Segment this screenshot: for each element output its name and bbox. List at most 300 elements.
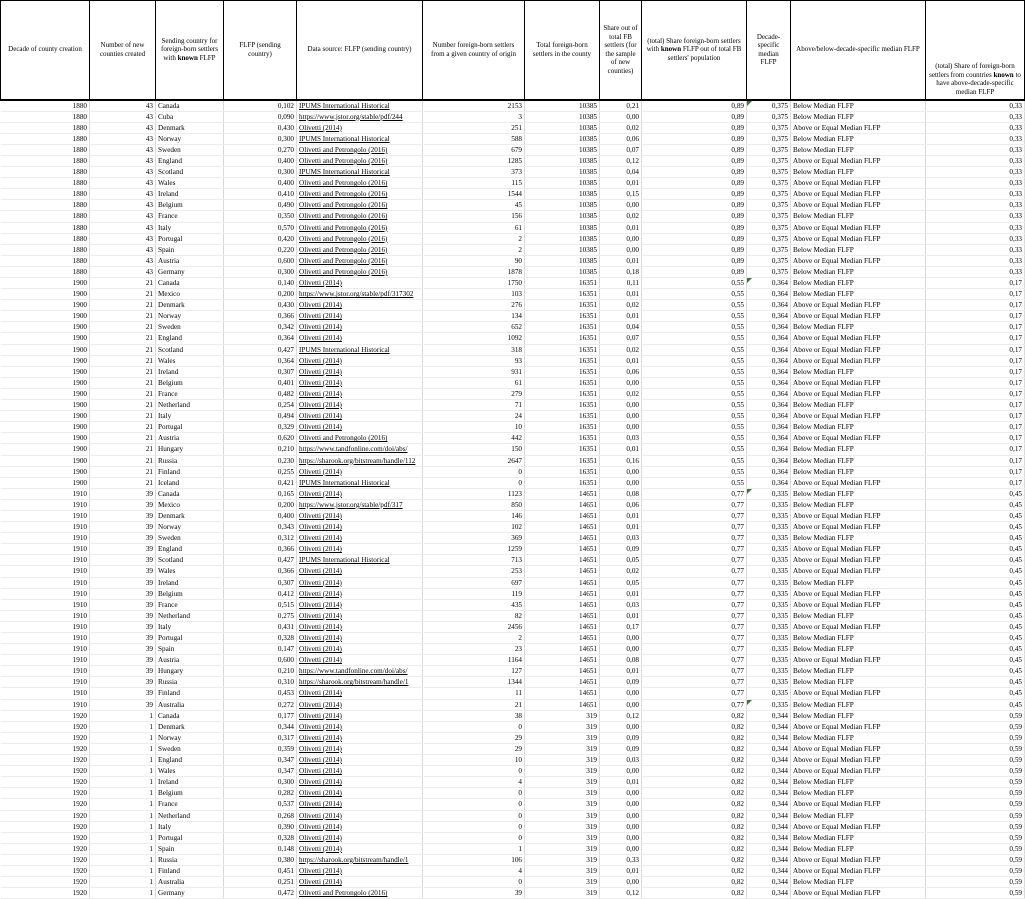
median-flfp-cell[interactable]: 0,375 <box>747 255 791 266</box>
total-fb-cell[interactable]: 16351 <box>525 422 600 433</box>
country-cell[interactable]: Denmark <box>156 122 224 133</box>
total-fb-cell[interactable]: 16351 <box>525 333 600 344</box>
median-flfp-cell[interactable]: 0,335 <box>747 688 791 699</box>
total-fb-cell[interactable]: 10385 <box>525 222 600 233</box>
settlers-count-cell[interactable]: 0 <box>423 766 525 777</box>
total-fb-cell[interactable]: 14651 <box>525 533 600 544</box>
settlers-count-cell[interactable]: 0 <box>423 832 525 843</box>
total-fb-cell[interactable]: 10385 <box>525 244 600 255</box>
decade-cell[interactable]: 1910 <box>1 499 90 510</box>
share-above-cell[interactable]: 0,59 <box>926 721 1025 732</box>
table-row[interactable] <box>1 466 1025 477</box>
flfp-cell[interactable]: 0,310 <box>224 677 297 688</box>
source-link-cell[interactable]: Olivetti (2014) <box>297 766 423 777</box>
median-status-cell[interactable]: Above or Equal Median FLFP <box>791 821 926 832</box>
median-status-cell[interactable]: Above or Equal Median FLFP <box>791 755 926 766</box>
share-cell[interactable]: 0,00 <box>600 799 642 810</box>
total-fb-cell[interactable]: 14651 <box>525 555 600 566</box>
country-cell[interactable]: Canada <box>156 488 224 499</box>
share-above-cell[interactable]: 0,33 <box>926 233 1025 244</box>
median-flfp-cell[interactable]: 0,335 <box>747 644 791 655</box>
share-known-cell[interactable]: 0,89 <box>642 222 747 233</box>
country-cell[interactable]: Portugal <box>156 832 224 843</box>
source-link-cell[interactable]: Olivetti and Petrongolo (2016) <box>297 178 423 189</box>
country-cell[interactable]: Spain <box>156 843 224 854</box>
share-known-cell[interactable]: 0,77 <box>642 499 747 510</box>
median-status-cell[interactable]: Below Median FLFP <box>791 455 926 466</box>
settlers-count-cell[interactable]: 697 <box>423 577 525 588</box>
settlers-count-cell[interactable]: 369 <box>423 533 525 544</box>
share-cell[interactable]: 0,17 <box>600 621 642 632</box>
table-row[interactable] <box>1 388 1025 399</box>
decade-cell[interactable]: 1880 <box>1 266 90 277</box>
table-row[interactable] <box>1 311 1025 322</box>
total-fb-cell[interactable]: 319 <box>525 732 600 743</box>
table-row[interactable] <box>1 499 1025 510</box>
share-known-cell[interactable]: 0,89 <box>642 233 747 244</box>
country-cell[interactable]: Spain <box>156 244 224 255</box>
country-cell[interactable]: England <box>156 155 224 166</box>
table-row[interactable] <box>1 255 1025 266</box>
settlers-count-cell[interactable]: 146 <box>423 510 525 521</box>
decade-cell[interactable]: 1880 <box>1 200 90 211</box>
counties-count-cell[interactable]: 39 <box>90 599 156 610</box>
country-cell[interactable]: Netherland <box>156 610 224 621</box>
counties-count-cell[interactable]: 43 <box>90 178 156 189</box>
median-status-cell[interactable]: Below Median FLFP <box>791 400 926 411</box>
country-cell[interactable]: Wales <box>156 178 224 189</box>
share-cell[interactable]: 0,06 <box>600 133 642 144</box>
total-fb-cell[interactable]: 16351 <box>525 311 600 322</box>
share-cell[interactable]: 0,00 <box>600 400 642 411</box>
median-flfp-cell[interactable]: 0,364 <box>747 444 791 455</box>
counties-count-cell[interactable]: 1 <box>90 721 156 732</box>
flfp-cell[interactable]: 0,200 <box>224 499 297 510</box>
decade-cell[interactable]: 1910 <box>1 555 90 566</box>
share-cell[interactable]: 0,00 <box>600 688 642 699</box>
median-status-cell[interactable]: Above or Equal Median FLFP <box>791 477 926 488</box>
share-above-cell[interactable]: 0,33 <box>926 178 1025 189</box>
counties-count-cell[interactable]: 39 <box>90 610 156 621</box>
source-link-cell[interactable]: Olivetti and Petrongolo (2016) <box>297 888 423 899</box>
share-above-cell[interactable]: 0,17 <box>926 455 1025 466</box>
total-fb-cell[interactable]: 10385 <box>525 122 600 133</box>
table-row[interactable] <box>1 865 1025 876</box>
median-status-cell[interactable]: Below Median FLFP <box>791 289 926 300</box>
share-known-cell[interactable]: 0,82 <box>642 854 747 865</box>
decade-cell[interactable]: 1910 <box>1 588 90 599</box>
share-above-cell[interactable]: 0,45 <box>926 555 1025 566</box>
flfp-cell[interactable]: 0,350 <box>224 211 297 222</box>
share-cell[interactable]: 0,00 <box>600 821 642 832</box>
share-cell[interactable]: 0,01 <box>600 510 642 521</box>
share-known-cell[interactable]: 0,89 <box>642 266 747 277</box>
decade-cell[interactable]: 1900 <box>1 444 90 455</box>
table-row[interactable] <box>1 510 1025 521</box>
median-status-cell[interactable]: Above or Equal Median FLFP <box>791 178 926 189</box>
total-fb-cell[interactable]: 14651 <box>525 677 600 688</box>
share-cell[interactable]: 0,00 <box>600 200 642 211</box>
settlers-count-cell[interactable]: 150 <box>423 444 525 455</box>
table-row[interactable] <box>1 300 1025 311</box>
decade-cell[interactable]: 1920 <box>1 821 90 832</box>
table-row[interactable] <box>1 100 1025 112</box>
share-above-cell[interactable]: 0,17 <box>926 377 1025 388</box>
median-status-cell[interactable]: Above or Equal Median FLFP <box>791 854 926 865</box>
share-cell[interactable]: 0,21 <box>600 100 642 112</box>
median-status-cell[interactable]: Above or Equal Median FLFP <box>791 333 926 344</box>
share-cell[interactable]: 0,03 <box>600 599 642 610</box>
total-fb-cell[interactable]: 14651 <box>525 610 600 621</box>
country-cell[interactable]: Denmark <box>156 300 224 311</box>
total-fb-cell[interactable]: 16351 <box>525 466 600 477</box>
counties-count-cell[interactable]: 39 <box>90 488 156 499</box>
counties-count-cell[interactable]: 1 <box>90 710 156 721</box>
settlers-count-cell[interactable]: 713 <box>423 555 525 566</box>
share-known-cell[interactable]: 0,89 <box>642 122 747 133</box>
share-known-cell[interactable]: 0,82 <box>642 788 747 799</box>
source-link-cell[interactable]: Olivetti (2014) <box>297 388 423 399</box>
source-link-cell[interactable]: Olivetti (2014) <box>297 743 423 754</box>
flfp-cell[interactable]: 0,600 <box>224 655 297 666</box>
share-above-cell[interactable]: 0,45 <box>926 644 1025 655</box>
flfp-cell[interactable]: 0,210 <box>224 444 297 455</box>
counties-count-cell[interactable]: 39 <box>90 699 156 710</box>
settlers-count-cell[interactable]: 10 <box>423 755 525 766</box>
table-row[interactable] <box>1 577 1025 588</box>
median-flfp-cell[interactable]: 0,344 <box>747 821 791 832</box>
header-cell[interactable]: Data source: FLFP (sending country) <box>297 1 423 100</box>
counties-count-cell[interactable]: 1 <box>90 832 156 843</box>
decade-cell[interactable]: 1880 <box>1 222 90 233</box>
source-link-cell[interactable]: IPUMS International Historical <box>297 555 423 566</box>
header-cell[interactable]: (total) Share of foreign-born settlers from countries known to have above-decade-specific median FLFP <box>926 1 1025 100</box>
median-status-cell[interactable]: Above or Equal Median FLFP <box>791 233 926 244</box>
median-flfp-cell[interactable]: 0,344 <box>747 865 791 876</box>
settlers-count-cell[interactable]: 38 <box>423 710 525 721</box>
country-cell[interactable]: Belgium <box>156 377 224 388</box>
counties-count-cell[interactable]: 43 <box>90 255 156 266</box>
flfp-cell[interactable]: 0,400 <box>224 155 297 166</box>
share-cell[interactable]: 0,01 <box>600 289 642 300</box>
total-fb-cell[interactable]: 16351 <box>525 300 600 311</box>
source-link-cell[interactable]: Olivetti and Petrongolo (2016) <box>297 211 423 222</box>
settlers-count-cell[interactable]: 21 <box>423 699 525 710</box>
settlers-count-cell[interactable]: 1285 <box>423 155 525 166</box>
share-cell[interactable]: 0,00 <box>600 411 642 422</box>
total-fb-cell[interactable]: 14651 <box>525 688 600 699</box>
share-cell[interactable]: 0,16 <box>600 455 642 466</box>
total-fb-cell[interactable]: 16351 <box>525 411 600 422</box>
source-link-cell[interactable]: Olivetti (2014) <box>297 300 423 311</box>
counties-count-cell[interactable]: 21 <box>90 289 156 300</box>
share-above-cell[interactable]: 0,17 <box>926 300 1025 311</box>
decade-cell[interactable]: 1910 <box>1 610 90 621</box>
median-status-cell[interactable]: Above or Equal Median FLFP <box>791 255 926 266</box>
source-link-cell[interactable]: Olivetti (2014) <box>297 777 423 788</box>
total-fb-cell[interactable]: 14651 <box>525 633 600 644</box>
share-above-cell[interactable]: 0,33 <box>926 266 1025 277</box>
total-fb-cell[interactable]: 16351 <box>525 344 600 355</box>
decade-cell[interactable]: 1900 <box>1 411 90 422</box>
decade-cell[interactable]: 1910 <box>1 677 90 688</box>
counties-count-cell[interactable]: 1 <box>90 854 156 865</box>
country-cell[interactable]: Germany <box>156 266 224 277</box>
total-fb-cell[interactable]: 319 <box>525 777 600 788</box>
share-cell[interactable]: 0,04 <box>600 167 642 178</box>
median-flfp-cell[interactable]: 0,364 <box>747 477 791 488</box>
table-row[interactable] <box>1 533 1025 544</box>
median-status-cell[interactable]: Above or Equal Median FLFP <box>791 388 926 399</box>
country-cell[interactable]: Portugal <box>156 233 224 244</box>
settlers-count-cell[interactable]: 0 <box>423 466 525 477</box>
table-row[interactable] <box>1 233 1025 244</box>
country-cell[interactable]: England <box>156 544 224 555</box>
median-flfp-cell[interactable]: 0,344 <box>747 777 791 788</box>
share-cell[interactable]: 0,11 <box>600 278 642 289</box>
settlers-count-cell[interactable]: 24 <box>423 411 525 422</box>
share-above-cell[interactable]: 0,59 <box>926 766 1025 777</box>
counties-count-cell[interactable]: 39 <box>90 677 156 688</box>
settlers-count-cell[interactable]: 0 <box>423 477 525 488</box>
table-row[interactable] <box>1 422 1025 433</box>
table-row[interactable] <box>1 633 1025 644</box>
settlers-count-cell[interactable]: 1164 <box>423 655 525 666</box>
settlers-count-cell[interactable]: 1750 <box>423 278 525 289</box>
source-link-cell[interactable]: https://www.jstor.org/stable/pdf/317 <box>297 499 423 510</box>
median-flfp-cell[interactable]: 0,335 <box>747 544 791 555</box>
header-cell[interactable]: Decade of county creation <box>1 1 90 100</box>
country-cell[interactable]: Austria <box>156 255 224 266</box>
share-cell[interactable]: 0,09 <box>600 677 642 688</box>
share-known-cell[interactable]: 0,89 <box>642 111 747 122</box>
share-known-cell[interactable]: 0,55 <box>642 289 747 300</box>
settlers-count-cell[interactable]: 588 <box>423 133 525 144</box>
total-fb-cell[interactable]: 319 <box>525 821 600 832</box>
share-known-cell[interactable]: 0,55 <box>642 344 747 355</box>
median-status-cell[interactable]: Above or Equal Median FLFP <box>791 688 926 699</box>
share-above-cell[interactable]: 0,45 <box>926 510 1025 521</box>
country-cell[interactable]: Austria <box>156 655 224 666</box>
table-row[interactable] <box>1 788 1025 799</box>
source-link-cell[interactable]: Olivetti and Petrongolo (2016) <box>297 244 423 255</box>
counties-count-cell[interactable]: 1 <box>90 777 156 788</box>
flfp-cell[interactable]: 0,400 <box>224 178 297 189</box>
decade-cell[interactable]: 1900 <box>1 355 90 366</box>
country-cell[interactable]: Wales <box>156 566 224 577</box>
settlers-count-cell[interactable]: 1 <box>423 843 525 854</box>
share-cell[interactable]: 0,00 <box>600 477 642 488</box>
share-cell[interactable]: 0,01 <box>600 588 642 599</box>
share-known-cell[interactable]: 0,77 <box>642 644 747 655</box>
share-known-cell[interactable]: 0,55 <box>642 444 747 455</box>
median-flfp-cell[interactable]: 0,344 <box>747 810 791 821</box>
median-status-cell[interactable]: Above or Equal Median FLFP <box>791 311 926 322</box>
table-row[interactable] <box>1 743 1025 754</box>
counties-count-cell[interactable]: 43 <box>90 200 156 211</box>
share-cell[interactable]: 0,02 <box>600 566 642 577</box>
share-above-cell[interactable]: 0,45 <box>926 499 1025 510</box>
counties-count-cell[interactable]: 39 <box>90 644 156 655</box>
flfp-cell[interactable]: 0,270 <box>224 144 297 155</box>
share-cell[interactable]: 0,18 <box>600 266 642 277</box>
total-fb-cell[interactable]: 319 <box>525 810 600 821</box>
country-cell[interactable]: Scotland <box>156 555 224 566</box>
country-cell[interactable]: France <box>156 599 224 610</box>
share-cell[interactable]: 0,02 <box>600 122 642 133</box>
total-fb-cell[interactable]: 14651 <box>525 566 600 577</box>
total-fb-cell[interactable]: 14651 <box>525 577 600 588</box>
country-cell[interactable]: Sweden <box>156 533 224 544</box>
counties-count-cell[interactable]: 21 <box>90 344 156 355</box>
share-cell[interactable]: 0,01 <box>600 444 642 455</box>
settlers-count-cell[interactable]: 1544 <box>423 189 525 200</box>
settlers-count-cell[interactable]: 0 <box>423 821 525 832</box>
flfp-cell[interactable]: 0,430 <box>224 122 297 133</box>
share-above-cell[interactable]: 0,59 <box>926 843 1025 854</box>
table-row[interactable] <box>1 455 1025 466</box>
share-known-cell[interactable]: 0,89 <box>642 178 747 189</box>
median-status-cell[interactable]: Above or Equal Median FLFP <box>791 655 926 666</box>
total-fb-cell[interactable]: 319 <box>525 743 600 754</box>
median-status-cell[interactable]: Above or Equal Median FLFP <box>791 588 926 599</box>
country-cell[interactable]: Canada <box>156 278 224 289</box>
source-link-cell[interactable]: Olivetti (2014) <box>297 355 423 366</box>
total-fb-cell[interactable]: 16351 <box>525 322 600 333</box>
settlers-count-cell[interactable]: 0 <box>423 788 525 799</box>
share-cell[interactable]: 0,00 <box>600 810 642 821</box>
source-link-cell[interactable]: Olivetti (2014) <box>297 533 423 544</box>
share-known-cell[interactable]: 0,89 <box>642 255 747 266</box>
share-above-cell[interactable]: 0,33 <box>926 111 1025 122</box>
share-known-cell[interactable]: 0,82 <box>642 710 747 721</box>
source-link-cell[interactable]: Olivetti and Petrongolo (2016) <box>297 200 423 211</box>
flfp-cell[interactable]: 0,317 <box>224 732 297 743</box>
counties-count-cell[interactable]: 21 <box>90 333 156 344</box>
counties-count-cell[interactable]: 21 <box>90 278 156 289</box>
share-known-cell[interactable]: 0,82 <box>642 799 747 810</box>
median-status-cell[interactable]: Above or Equal Median FLFP <box>791 189 926 200</box>
median-flfp-cell[interactable]: 0,375 <box>747 244 791 255</box>
decade-cell[interactable]: 1880 <box>1 167 90 178</box>
total-fb-cell[interactable]: 16351 <box>525 400 600 411</box>
counties-count-cell[interactable]: 39 <box>90 633 156 644</box>
share-above-cell[interactable]: 0,45 <box>926 544 1025 555</box>
table-row[interactable] <box>1 832 1025 843</box>
settlers-count-cell[interactable]: 931 <box>423 366 525 377</box>
share-cell[interactable]: 0,05 <box>600 577 642 588</box>
source-link-cell[interactable]: https://sharook.org/bitstream/handle/112 <box>297 455 423 466</box>
median-flfp-cell[interactable]: 0,375 <box>747 200 791 211</box>
share-cell[interactable]: 0,08 <box>600 488 642 499</box>
share-above-cell[interactable]: 0,17 <box>926 289 1025 300</box>
settlers-count-cell[interactable]: 4 <box>423 777 525 788</box>
total-fb-cell[interactable]: 10385 <box>525 111 600 122</box>
median-status-cell[interactable]: Below Median FLFP <box>791 710 926 721</box>
share-above-cell[interactable]: 0,17 <box>926 344 1025 355</box>
country-cell[interactable]: Ireland <box>156 577 224 588</box>
flfp-cell[interactable]: 0,300 <box>224 133 297 144</box>
share-known-cell[interactable]: 0,82 <box>642 777 747 788</box>
total-fb-cell[interactable]: 319 <box>525 888 600 899</box>
decade-cell[interactable]: 1910 <box>1 577 90 588</box>
share-above-cell[interactable]: 0,45 <box>926 599 1025 610</box>
country-cell[interactable]: Scotland <box>156 167 224 178</box>
share-known-cell[interactable]: 0,77 <box>642 677 747 688</box>
share-above-cell[interactable]: 0,17 <box>926 366 1025 377</box>
median-status-cell[interactable]: Below Median FLFP <box>791 444 926 455</box>
share-cell[interactable]: 0,01 <box>600 865 642 876</box>
decade-cell[interactable]: 1910 <box>1 533 90 544</box>
table-row[interactable] <box>1 333 1025 344</box>
median-status-cell[interactable]: Above or Equal Median FLFP <box>791 566 926 577</box>
median-flfp-cell[interactable]: 0,364 <box>747 355 791 366</box>
total-fb-cell[interactable]: 319 <box>525 755 600 766</box>
flfp-cell[interactable]: 0,472 <box>224 888 297 899</box>
table-row[interactable] <box>1 799 1025 810</box>
header-cell[interactable]: (total) Share foreign-born settlers with known FLFP out of total FB settlers' population <box>642 1 747 100</box>
flfp-cell[interactable]: 0,255 <box>224 466 297 477</box>
share-above-cell[interactable]: 0,59 <box>926 877 1025 888</box>
median-flfp-cell[interactable]: 0,364 <box>747 377 791 388</box>
share-cell[interactable]: 0,02 <box>600 211 642 222</box>
table-row[interactable] <box>1 278 1025 289</box>
share-cell[interactable]: 0,01 <box>600 522 642 533</box>
source-link-cell[interactable]: IPUMS International Historical <box>297 477 423 488</box>
share-above-cell[interactable]: 0,59 <box>926 799 1025 810</box>
counties-count-cell[interactable]: 21 <box>90 322 156 333</box>
settlers-count-cell[interactable]: 11 <box>423 688 525 699</box>
table-row[interactable] <box>1 688 1025 699</box>
source-link-cell[interactable]: https://www.tandfonline.com/doi/abs/ <box>297 666 423 677</box>
counties-count-cell[interactable]: 21 <box>90 455 156 466</box>
median-flfp-cell[interactable]: 0,344 <box>747 854 791 865</box>
source-link-cell[interactable]: Olivetti and Petrongolo (2016) <box>297 266 423 277</box>
decade-cell[interactable]: 1920 <box>1 777 90 788</box>
settlers-count-cell[interactable]: 102 <box>423 522 525 533</box>
table-row[interactable] <box>1 122 1025 133</box>
share-known-cell[interactable]: 0,89 <box>642 189 747 200</box>
median-status-cell[interactable]: Below Median FLFP <box>791 322 926 333</box>
decade-cell[interactable]: 1880 <box>1 122 90 133</box>
flfp-cell[interactable]: 0,307 <box>224 577 297 588</box>
decade-cell[interactable]: 1900 <box>1 477 90 488</box>
median-status-cell[interactable]: Below Median FLFP <box>791 466 926 477</box>
median-status-cell[interactable]: Below Median FLFP <box>791 266 926 277</box>
country-cell[interactable]: France <box>156 211 224 222</box>
share-cell[interactable]: 0,09 <box>600 544 642 555</box>
counties-count-cell[interactable]: 39 <box>90 533 156 544</box>
share-above-cell[interactable]: 0,59 <box>926 854 1025 865</box>
table-row[interactable] <box>1 677 1025 688</box>
decade-cell[interactable]: 1900 <box>1 377 90 388</box>
median-flfp-cell[interactable]: 0,335 <box>747 555 791 566</box>
flfp-cell[interactable]: 0,537 <box>224 799 297 810</box>
share-above-cell[interactable]: 0,45 <box>926 577 1025 588</box>
flfp-cell[interactable]: 0,312 <box>224 533 297 544</box>
country-cell[interactable]: Sweden <box>156 322 224 333</box>
share-cell[interactable]: 0,01 <box>600 178 642 189</box>
settlers-count-cell[interactable]: 1123 <box>423 488 525 499</box>
median-status-cell[interactable]: Below Median FLFP <box>791 777 926 788</box>
header-cell[interactable]: Total foreign-born settlers in the county <box>525 1 600 100</box>
source-link-cell[interactable]: Olivetti (2014) <box>297 510 423 521</box>
decade-cell[interactable]: 1900 <box>1 366 90 377</box>
median-status-cell[interactable]: Above or Equal Median FLFP <box>791 433 926 444</box>
share-above-cell[interactable]: 0,45 <box>926 566 1025 577</box>
median-status-cell[interactable]: Above or Equal Median FLFP <box>791 377 926 388</box>
source-link-cell[interactable]: Olivetti (2014) <box>297 877 423 888</box>
